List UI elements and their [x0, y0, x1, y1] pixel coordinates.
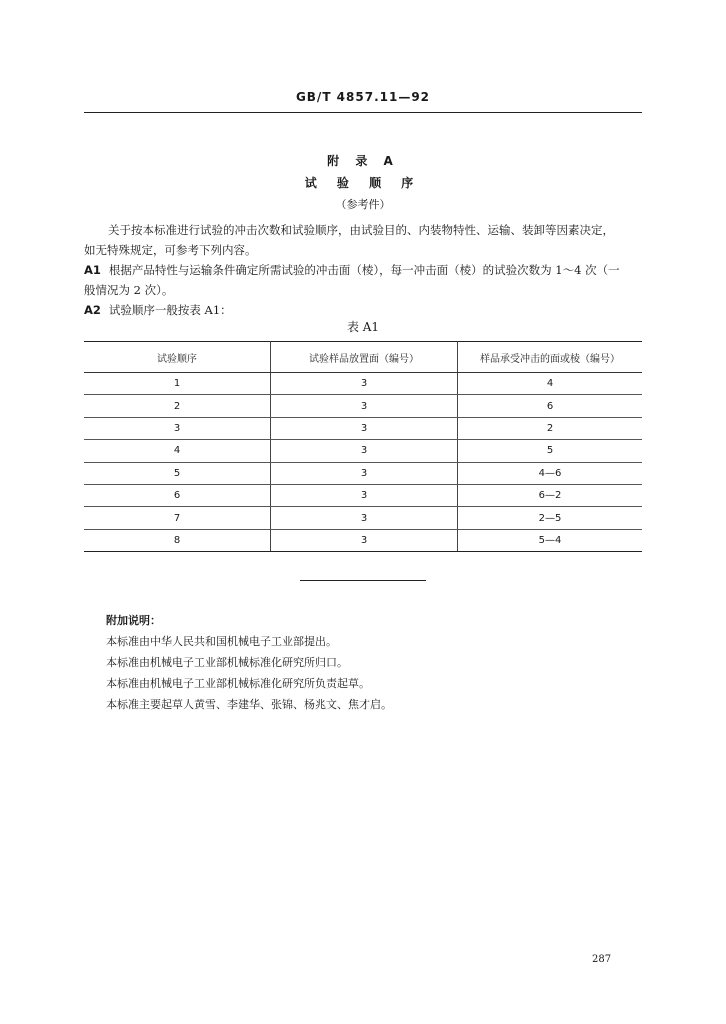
cell-sequence: 2	[84, 395, 271, 417]
notes-line: 本标准由机械电子工业部机械标准化研究所负责起草。	[106, 677, 370, 690]
cell-impact-face: 2	[458, 417, 643, 439]
appendix-title: 试 验 顺 序	[304, 176, 422, 190]
intro-paragraph	[84, 220, 644, 260]
notes-heading: 附加说明：	[106, 614, 161, 627]
cell-impact-face: 6	[458, 395, 643, 417]
notes-line: 本标准由机械电子工业部机械标准化研究所归口。	[106, 656, 348, 669]
additional-notes	[106, 610, 626, 715]
intro-line-2: 如无特殊规定，可参考下列内容。	[84, 243, 257, 257]
table-row	[84, 462, 642, 484]
cell-placement-face: 3	[271, 507, 458, 529]
cell-impact-face: 4	[458, 373, 643, 395]
notes-line: 本标准主要起草人黄雪、李建华、张锦、杨兆文、焦才启。	[106, 698, 392, 711]
notes-line: 本标准由中华人民共和国机械电子工业部提出。	[106, 635, 337, 648]
appendix-label: 附 录 A	[327, 154, 399, 168]
table-row	[84, 529, 642, 551]
cell-sequence: 7	[84, 507, 271, 529]
cell-impact-face: 6—2	[458, 484, 643, 506]
clause-a1	[84, 260, 644, 300]
cell-placement-face: 3	[271, 417, 458, 439]
table-title: 表 A1	[346, 320, 380, 334]
cell-impact-face: 5—4	[458, 529, 643, 551]
section-end-rule	[300, 580, 426, 581]
clause-a2	[84, 300, 644, 320]
cell-sequence: 5	[84, 462, 271, 484]
header-rule	[84, 112, 642, 113]
table-row	[84, 484, 642, 506]
cell-placement-face: 3	[271, 440, 458, 462]
cell-placement-face: 3	[271, 484, 458, 506]
table-row	[84, 507, 642, 529]
clause-a1-line-1: 根据产品特性与运输条件确定所需试验的冲击面（棱），每一冲击面（棱）的试验次数为 1～4 次（一	[108, 263, 620, 277]
page-number: 287	[592, 954, 612, 965]
cell-sequence: 8	[84, 529, 271, 551]
cell-placement-face: 3	[271, 529, 458, 551]
document-code: GB/T 4857.11—92	[295, 90, 431, 104]
table-row	[84, 373, 642, 395]
clause-a1-number: A1	[84, 263, 101, 277]
cell-sequence: 6	[84, 484, 271, 506]
table-row	[84, 440, 642, 462]
cell-placement-face: 3	[271, 395, 458, 417]
column-header-placement-face: 试验样品放置面（编号）	[271, 342, 458, 373]
table-header-row	[84, 342, 642, 373]
cell-sequence: 1	[84, 373, 271, 395]
table-row	[84, 395, 642, 417]
cell-impact-face: 2—5	[458, 507, 643, 529]
appendix-note: （参考件）	[335, 198, 391, 211]
clause-a2-text: 试验顺序一般按表 A1：	[108, 303, 232, 317]
test-sequence-table	[84, 341, 642, 552]
column-header-impact-face: 样品承受冲击的面或棱（编号）	[458, 342, 643, 373]
clause-a1-line-2: 般情况为 2 次）。	[84, 283, 174, 297]
table-row	[84, 417, 642, 439]
cell-sequence: 4	[84, 440, 271, 462]
clause-a2-number: A2	[84, 303, 101, 317]
column-header-sequence: 试验顺序	[84, 342, 271, 373]
cell-sequence: 3	[84, 417, 271, 439]
cell-placement-face: 3	[271, 462, 458, 484]
cell-impact-face: 5	[458, 440, 643, 462]
cell-placement-face: 3	[271, 373, 458, 395]
cell-impact-face: 4—6	[458, 462, 643, 484]
intro-line-1: 关于按本标准进行试验的冲击次数和试验顺序，由试验目的、内装物特性、运输、装卸等因素决定，	[108, 223, 614, 237]
